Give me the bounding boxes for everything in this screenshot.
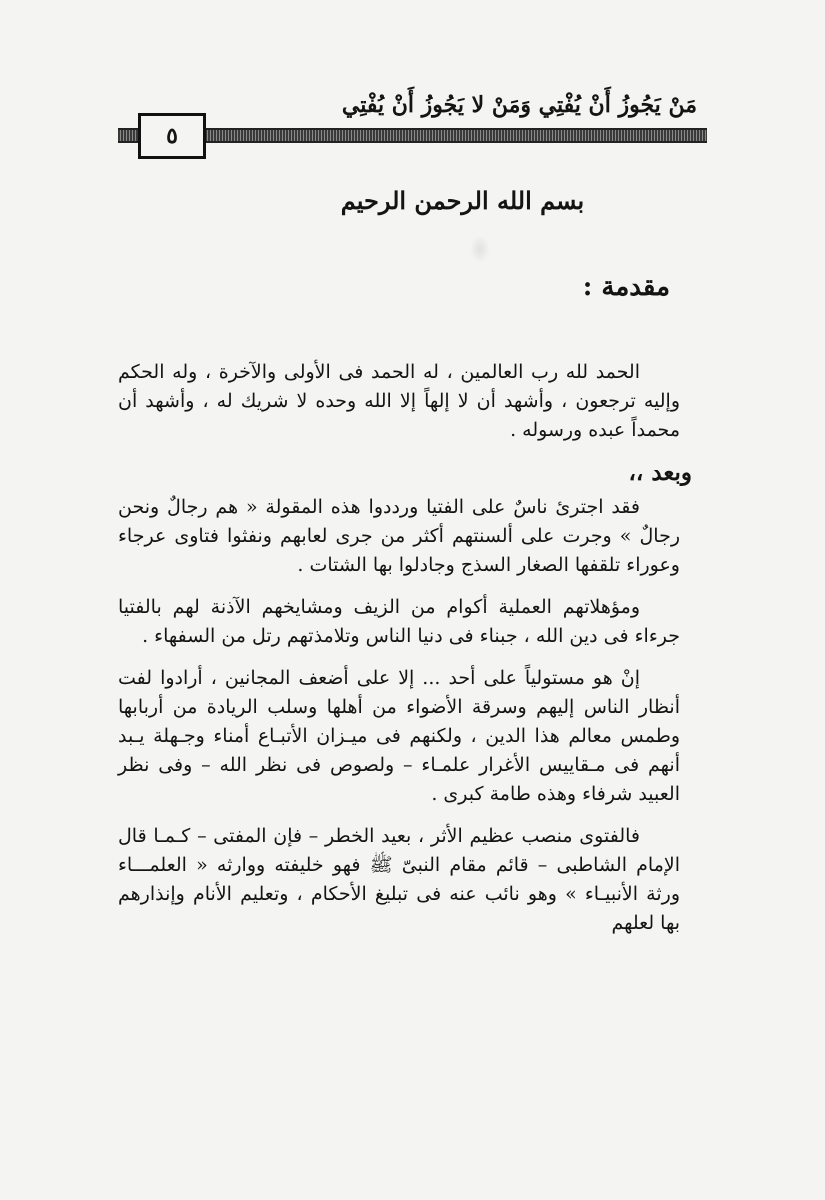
page-number-box bbox=[138, 113, 206, 159]
paragraph: ومؤهلاتهم العملية أكوام من الزيف ومشايخهم الآذنة لهم بالفتيا جرءاء فى دين الله ، جبناء فى دنيا الناس وتلامذتهم رتل من السفهاء . bbox=[118, 596, 680, 647]
paragraph: فقد اجترئ ناسٌ على الفتيا ورددوا هذه المقولة « هم رجالٌ ونحن رجالٌ » وجرت على ألسنتهم أكثر من جرى لعابهم ونفثوا فتاوى عرجاء وعوراء تلقفها الصغار السذج وجادلوا بها الشتات . bbox=[118, 496, 680, 576]
scan-smudge bbox=[470, 235, 490, 263]
section-heading: مقدمة : bbox=[582, 272, 670, 302]
running-header-title: مَنْ يَجُوزُ أَنْ يُفْتِي وَمَنْ لا يَجُوزُ أَنْ يُفْتِي bbox=[341, 92, 697, 118]
page-number: ٥ bbox=[166, 123, 178, 149]
body-text bbox=[118, 358, 692, 951]
paragraph: إنْ هو مستولياً على أحد ... إلا على أضعف المجانين ، أرادوا لفت أنظار الناس إليهم وسرقة الأضواء من أهلها وسلب الريادة من أربابها وطمس معالم هذا الدين ، ولكنهم فى ميـزان الأتبـاع أمناء وجـهلة يـبد أنهم فى مـقاييس الأغرار علمـاء – ولصوص فى نظر الله – وفى نظر العبيد شرفاء وهذه طامة كبرى . bbox=[118, 667, 680, 805]
header-rule bbox=[118, 128, 707, 143]
subheading: وبعد ،، bbox=[628, 459, 692, 486]
paragraph: فالفتوى منصب عظيم الأثر ، بعيد الخطر – فإن المفتى – كـمـا قال الإمام الشاطبى – قائم مقام النبىّ ﷺ فهو خليفته ووارثه « العلمـــاء ورثة الأنبيـاء » وهو نائب عنه فى تبليغ الأحكام ، وتعليم الأنام وإنذارهم بها لعلهم bbox=[118, 825, 680, 934]
basmala: بسم الله الرحمن الرحيم bbox=[340, 186, 585, 215]
paragraph: الحمد لله رب العالمين ، له الحمد فى الأولى والآخرة ، وله الحكم وإليه ترجعون ، وأشهد أن لا إلهاً إلا الله وحده لا شريك له ، وأشهد أن محمداً عبده ورسوله . bbox=[118, 361, 680, 441]
